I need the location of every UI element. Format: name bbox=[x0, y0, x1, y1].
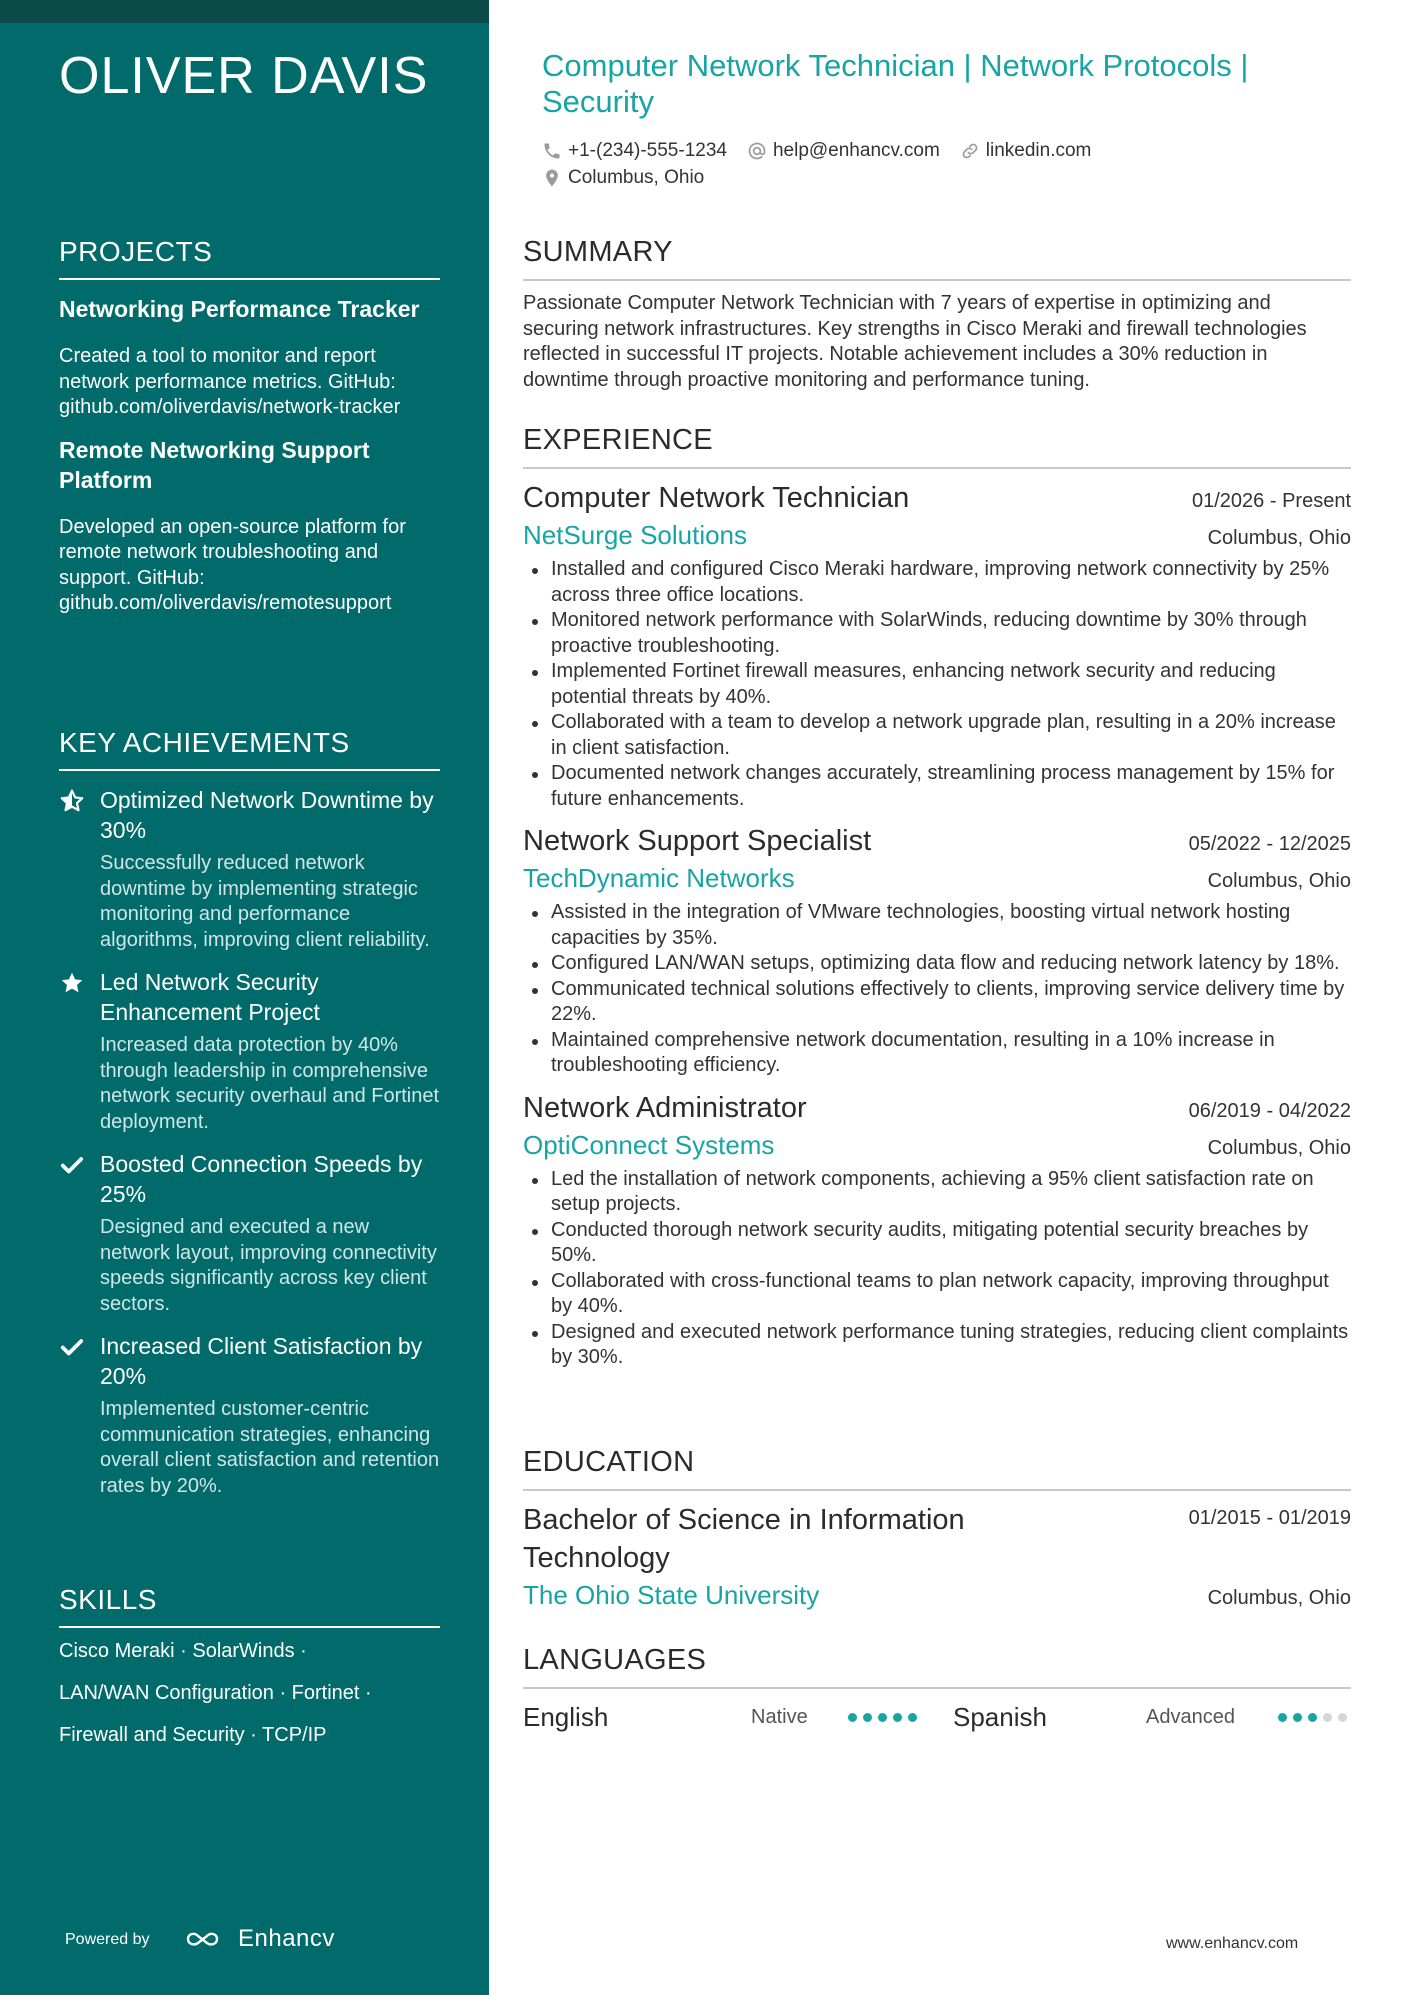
job-entry bbox=[523, 479, 1351, 812]
rating-dot-filled bbox=[893, 1713, 902, 1722]
sidebar bbox=[0, 0, 489, 1995]
education-heading: EDUCATION bbox=[523, 1446, 1351, 1491]
languages-heading: LANGUAGES bbox=[523, 1644, 1351, 1689]
achievement-item bbox=[59, 785, 440, 953]
headline: Computer Network Technician | Network Protocols | Security bbox=[542, 48, 1249, 119]
star-icon bbox=[59, 970, 85, 996]
language-rating bbox=[1278, 1713, 1347, 1722]
at-sign-icon bbox=[747, 141, 767, 161]
job-bullet: Configured LAN/WAN setups, optimizing data flow and reducing network latency by 18%. bbox=[523, 951, 1351, 977]
enhancv-logo[interactable] bbox=[184, 1925, 335, 1953]
languages-list bbox=[523, 1697, 1351, 1737]
star-half-icon bbox=[59, 788, 85, 814]
language-item bbox=[523, 1702, 953, 1733]
job-bullets bbox=[523, 557, 1351, 812]
project-title: Remote Networking Support Platform bbox=[59, 436, 370, 493]
checkmark-icon bbox=[59, 1334, 85, 1360]
phone-contact[interactable] bbox=[542, 140, 727, 162]
sidebar-top-bar bbox=[0, 0, 489, 23]
achievement-description: Implemented customer-centric communication strategies, enhancing overall client satisfaction and retention rates by 20%. bbox=[100, 1398, 440, 1497]
summary-heading: SUMMARY bbox=[523, 236, 1351, 281]
experience-section bbox=[523, 424, 1351, 1371]
school-name: The Ohio State University bbox=[523, 1580, 820, 1610]
achievement-title: Optimized Network Downtime by 30% bbox=[100, 787, 434, 843]
job-title: Network Support Specialist bbox=[523, 825, 872, 857]
job-bullet: Implemented Fortinet firewall measures, enhancing network security and reducing potential threats by 40%. bbox=[523, 659, 1351, 710]
achievement-title: Increased Client Satisfaction by 20% bbox=[100, 1333, 423, 1389]
job-bullet: Assisted in the integration of VMware technologies, boosting virtual network hosting capacities by 35%. bbox=[523, 900, 1351, 951]
project-item bbox=[59, 294, 440, 421]
job-bullets bbox=[523, 1167, 1351, 1371]
company-name: OptiConnect Systems bbox=[523, 1129, 775, 1160]
linkedin-text: linkedin.com bbox=[985, 139, 1092, 161]
language-level: Advanced bbox=[1146, 1705, 1235, 1728]
skills-section bbox=[59, 1584, 440, 1756]
rating-dot-empty bbox=[1338, 1713, 1347, 1722]
job-bullet: Collaborated with cross-functional teams to plan network capacity, improving throughput by 40%. bbox=[523, 1269, 1351, 1320]
rating-dot-filled bbox=[908, 1713, 917, 1722]
experience-heading: EXPERIENCE bbox=[523, 424, 1351, 469]
education-location: Columbus, Ohio bbox=[1207, 1587, 1351, 1609]
skill-line: Firewall and Security · TCP/IP bbox=[59, 1724, 327, 1746]
achievement-description: Increased data protection by 40% through leadership in comprehensive network security overhaul and Fortinet deployment. bbox=[100, 1034, 440, 1133]
achievement-item bbox=[59, 1149, 440, 1317]
job-bullet: Conducted thorough network security audits, mitigating potential security breaches by 50%. bbox=[523, 1218, 1351, 1269]
email-text: help@enhancv.com bbox=[772, 139, 940, 161]
language-name: English bbox=[523, 1701, 609, 1732]
skill-line: Cisco Meraki · SolarWinds · bbox=[59, 1640, 307, 1662]
job-date: 06/2019 - 04/2022 bbox=[1188, 1099, 1351, 1122]
skills-list bbox=[59, 1630, 440, 1756]
language-item bbox=[953, 1702, 1351, 1733]
language-name: Spanish bbox=[953, 1701, 1047, 1732]
project-title: Networking Performance Tracker bbox=[59, 296, 420, 322]
job-bullet: Collaborated with a team to develop a network upgrade plan, resulting in a 20% increase in client satisfaction. bbox=[523, 710, 1351, 761]
candidate-name: OLIVER DAVIS bbox=[59, 47, 429, 105]
project-description: Developed an open-source platform for remote network troubleshooting and support. GitHub: github.com/oliverdavis/remotesupport bbox=[59, 515, 406, 614]
job-location: Columbus, Ohio bbox=[1207, 1136, 1351, 1159]
job-bullet: Documented network changes accurately, streamlining process management by 15% for future enhancements. bbox=[523, 761, 1351, 812]
education-entry bbox=[523, 1501, 1351, 1613]
language-level: Native bbox=[751, 1705, 808, 1728]
company-name: TechDynamic Networks bbox=[523, 863, 795, 893]
skill-line: LAN/WAN Configuration · Fortinet · bbox=[59, 1682, 372, 1704]
location-text: Columbus, Ohio bbox=[568, 166, 705, 188]
language-rating bbox=[848, 1713, 917, 1722]
rating-dot-filled bbox=[1293, 1713, 1302, 1722]
job-bullet: Installed and configured Cisco Meraki hardware, improving network connectivity by 25% across three office locations. bbox=[523, 557, 1351, 608]
checkmark-icon bbox=[59, 1152, 85, 1178]
achievement-item bbox=[59, 967, 440, 1135]
job-date: 01/2026 - Present bbox=[1192, 490, 1351, 512]
projects-section bbox=[59, 236, 440, 617]
job-bullets bbox=[523, 900, 1351, 1079]
phone-icon bbox=[542, 141, 562, 161]
enhancv-logo-icon bbox=[184, 1927, 230, 1951]
company-name: NetSurge Solutions bbox=[523, 520, 748, 550]
achievements-section bbox=[59, 727, 440, 1499]
project-description: Created a tool to monitor and report network performance metrics. GitHub: github.com/oliverdavis/network-tracker bbox=[59, 345, 401, 418]
job-bullet: Designed and executed network performance tuning strategies, reducing client complaints by 30%. bbox=[523, 1320, 1351, 1371]
job-bullet: Maintained comprehensive network documentation, resulting in a 10% increase in troubleshooting efficiency. bbox=[523, 1028, 1351, 1079]
contact-info bbox=[542, 137, 1362, 191]
achievement-title: Led Network Security Enhancement Project bbox=[100, 969, 320, 1025]
job-bullet: Monitored network performance with SolarWinds, reducing downtime by 30% through proactive troubleshooting. bbox=[523, 608, 1351, 659]
job-location: Columbus, Ohio bbox=[1207, 870, 1351, 892]
rating-dot-empty bbox=[1323, 1713, 1332, 1722]
powered-by-label: Powered by bbox=[65, 1931, 150, 1948]
achievement-description: Designed and executed a new network layout, improving connectivity speeds significantly across key client sectors. bbox=[100, 1216, 437, 1315]
job-title: Computer Network Technician bbox=[523, 482, 910, 514]
job-location: Columbus, Ohio bbox=[1207, 527, 1351, 549]
job-entry bbox=[523, 1089, 1351, 1371]
job-bullet: Communicated technical solutions effectively to clients, improving service delivery time by 22%. bbox=[523, 977, 1351, 1028]
job-entry bbox=[523, 822, 1351, 1079]
email-contact[interactable] bbox=[747, 140, 940, 162]
footer-website[interactable]: www.enhancv.com bbox=[1166, 1935, 1299, 1952]
rating-dot-filled bbox=[1308, 1713, 1317, 1722]
education-section bbox=[523, 1446, 1351, 1613]
achievement-description: Successfully reduced network downtime by implementing strategic monitoring and performance algorithms, improving client reliability. bbox=[100, 852, 430, 951]
project-item bbox=[59, 435, 440, 617]
rating-dot-filled bbox=[1278, 1713, 1287, 1722]
skills-heading: SKILLS bbox=[59, 1584, 440, 1628]
rating-dot-filled bbox=[863, 1713, 872, 1722]
summary-text: Passionate Computer Network Technician with 7 years of expertise in optimizing and securing network infrastructures. Key strengths in Cisco Meraki and firewall technologies reflected in successful IT projects. Notable achievement includes a 30% reduction in downtime through proactive monitoring and performance tuning. bbox=[523, 292, 1307, 391]
projects-heading: PROJECTS bbox=[59, 236, 440, 280]
education-date: 01/2015 - 01/2019 bbox=[1188, 1507, 1351, 1529]
job-bullet: Led the installation of network components, achieving a 95% client satisfaction rate on setup projects. bbox=[523, 1167, 1351, 1218]
summary-section bbox=[523, 236, 1351, 393]
achievement-item bbox=[59, 1331, 440, 1499]
location-contact bbox=[542, 167, 704, 189]
rating-dot-filled bbox=[848, 1713, 857, 1722]
phone-text: +1-(234)-555-1234 bbox=[568, 139, 727, 161]
location-pin-icon bbox=[542, 168, 562, 188]
job-date: 05/2022 - 12/2025 bbox=[1188, 833, 1351, 855]
linkedin-contact[interactable] bbox=[960, 140, 1092, 162]
languages-section bbox=[523, 1644, 1351, 1737]
achievements-heading: KEY ACHIEVEMENTS bbox=[59, 727, 440, 771]
achievement-title: Boosted Connection Speeds by 25% bbox=[100, 1151, 423, 1207]
degree-title: Bachelor of Science in Information Technology bbox=[523, 1504, 965, 1574]
enhancv-brand-name: Enhancv bbox=[238, 1925, 335, 1952]
job-title: Network Administrator bbox=[523, 1091, 807, 1124]
rating-dot-filled bbox=[878, 1713, 887, 1722]
link-icon bbox=[960, 141, 980, 161]
